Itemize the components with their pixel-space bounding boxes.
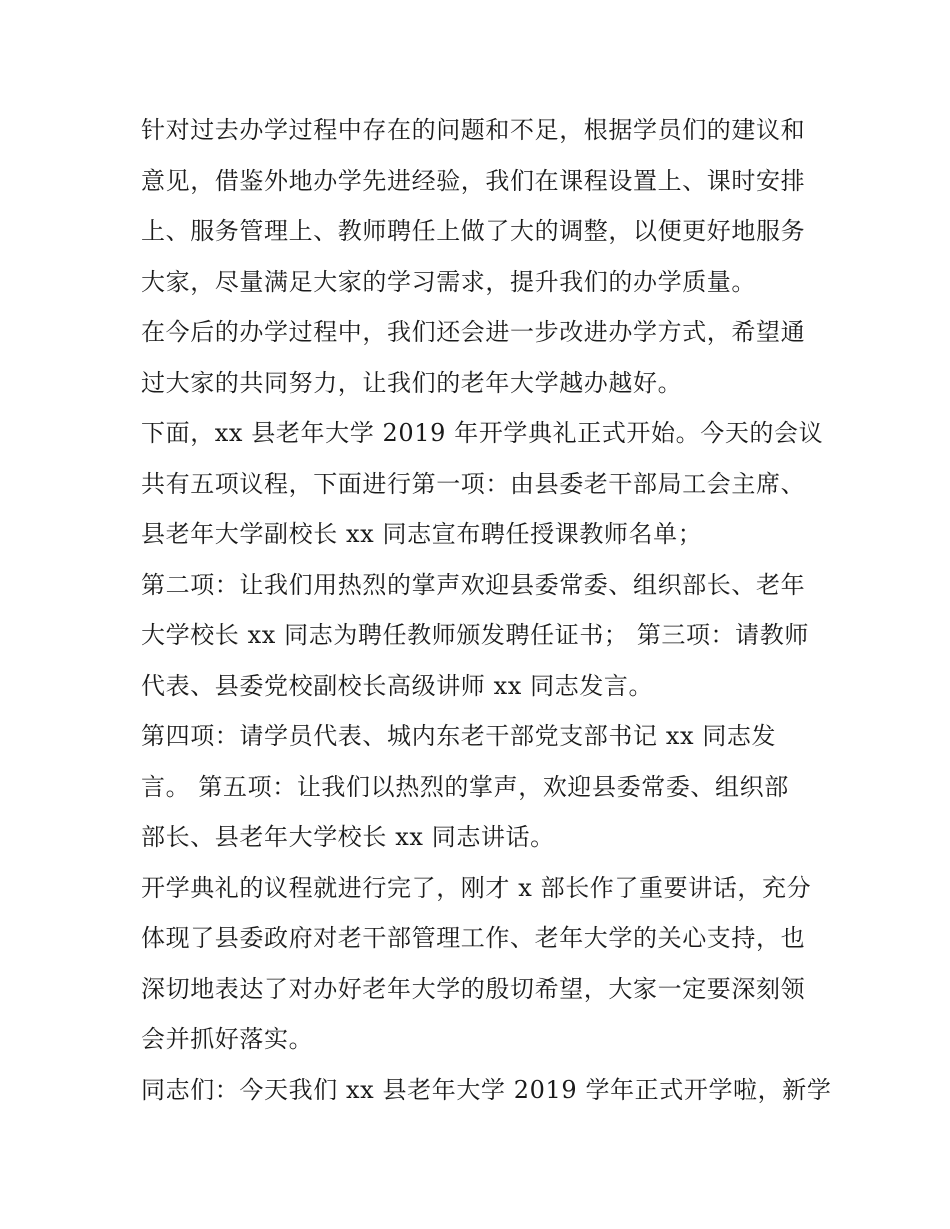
document-body bbox=[141, 105, 832, 1115]
text-line: 大家，尽量满足大家的学习需求，提升我们的办学质量。 bbox=[141, 267, 756, 296]
text-line: 过大家的共同努力，让我们的老年大学越办越好。 bbox=[141, 368, 683, 397]
paragraph-6 bbox=[141, 863, 821, 1065]
paragraph-2 bbox=[141, 307, 821, 408]
paragraph-7 bbox=[141, 1065, 832, 1116]
text-line: 在今后的办学过程中，我们还会进一步改进办学方式，希望通 bbox=[141, 318, 806, 346]
text-line: 下面，xx 县老年大学 2019 年开学典礼正式开始。今天的会议 bbox=[141, 419, 824, 447]
text-line: 会并抓好落实。 bbox=[141, 1025, 314, 1053]
paragraph-4 bbox=[141, 560, 821, 712]
text-line: 县老年大学副校长 xx 同志宣布聘任授课教师名单； bbox=[141, 520, 703, 548]
text-line: 代表、县委党校副校长高级讲师 xx 同志发言。 bbox=[141, 671, 654, 700]
text-line: 开学典礼的议程就进行完了，刚才 x 部长作了重要讲话，充分 bbox=[141, 873, 812, 902]
text-line: 体现了县委政府对老干部管理工作、老年大学的关心支持，也 bbox=[141, 924, 806, 952]
text-line: 部长、县老年大学校长 xx 同志讲话。 bbox=[141, 823, 555, 851]
paragraph-3 bbox=[141, 408, 824, 560]
paragraph-5 bbox=[141, 711, 821, 863]
paragraph-1 bbox=[141, 105, 821, 307]
text-line: 第二项：让我们用热烈的掌声欢迎县委常委、组织部长、老年 bbox=[141, 570, 806, 599]
text-line: 大学校长 xx 同志为聘任教师颁发聘任证书； 第三项：请教师 bbox=[141, 621, 809, 649]
text-line: 深切地表达了对办好老年大学的殷切希望，大家一定要深刻领 bbox=[141, 974, 806, 1003]
text-line: 第四项：请学员代表、城内东老干部党支部书记 xx 同志发 bbox=[141, 722, 777, 750]
text-line: 意见，借鉴外地办学先进经验，我们在课程设置上、课时安排 bbox=[141, 166, 806, 195]
text-line: 同志们：今天我们 xx 县老年大学 2019 学年正式开学啦，新学 bbox=[141, 1075, 832, 1104]
text-line: 言。 第五项：让我们以热烈的掌声，欢迎县委常委、组织部 bbox=[141, 772, 789, 801]
text-line: 针对过去办学过程中存在的问题和不足，根据学员们的建议和 bbox=[141, 116, 806, 144]
text-line: 上、服务管理上、教师聘任上做了大的调整，以便更好地服务 bbox=[141, 217, 806, 245]
text-line: 共有五项议程，下面进行第一项：由县委老干部局工会主席、 bbox=[141, 469, 806, 498]
